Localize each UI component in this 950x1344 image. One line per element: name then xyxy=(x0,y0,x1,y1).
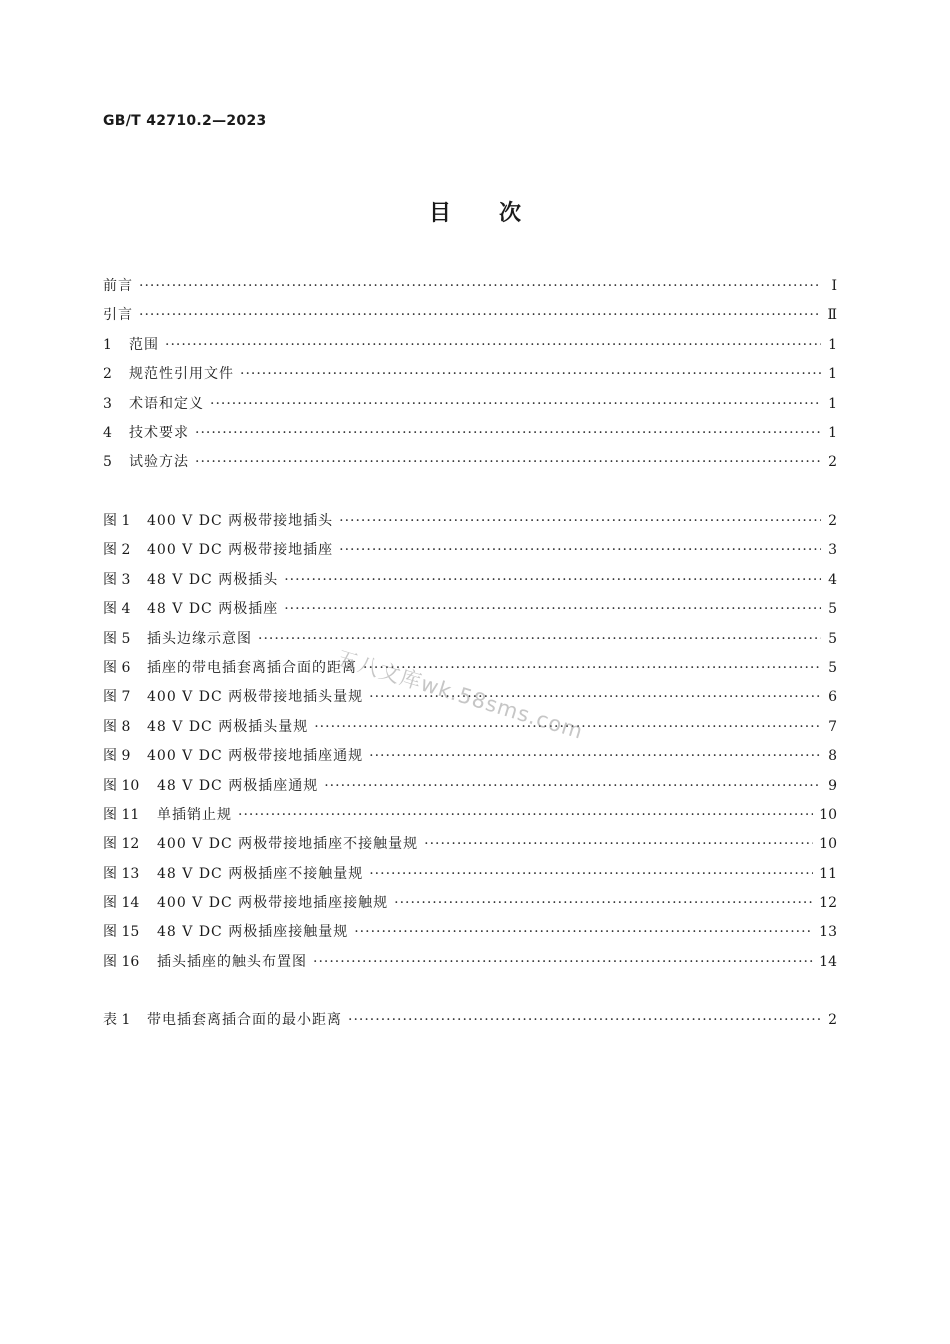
toc-leader-dots xyxy=(313,952,813,972)
toc-figures xyxy=(103,511,837,981)
toc-leader-dots xyxy=(195,452,821,472)
toc-entry-number: 图 13 xyxy=(103,865,140,882)
toc-leader-dots xyxy=(195,423,821,443)
toc-leader-dots xyxy=(339,540,821,560)
toc-entry-figure-11[interactable] xyxy=(103,805,837,834)
toc-entry-number: 2 xyxy=(103,366,112,383)
toc-entry-section-4[interactable] xyxy=(103,423,837,452)
toc-leader-dots xyxy=(394,893,813,913)
toc-entry-label: 400 V DC 两极带接地插座接触规 xyxy=(157,895,389,912)
toc-leader-dots xyxy=(284,570,821,590)
toc-entry-label: 400 V DC 两极带接地插座 xyxy=(147,542,334,559)
toc-leader-dots xyxy=(240,364,821,384)
toc-leader-dots xyxy=(139,305,821,325)
toc-entry-number: 图 16 xyxy=(103,953,140,970)
toc-entry-table-1[interactable] xyxy=(103,1010,837,1039)
toc-entry-number: 4 xyxy=(103,424,112,441)
toc-entry-number: 表 1 xyxy=(103,1012,131,1028)
toc-entry-page: 12 xyxy=(819,895,837,912)
toc-leader-dots xyxy=(369,746,821,766)
toc-entry-number: 图 15 xyxy=(103,924,140,941)
toc-entry-label: 400 V DC 两极带接地插头 xyxy=(147,513,334,529)
toc-entry-label: 术语和定义 xyxy=(129,395,204,412)
toc-entry-number: 图 4 xyxy=(103,601,131,618)
toc-entry-number: 图 14 xyxy=(103,895,140,912)
toc-entry-page: 5 xyxy=(828,630,837,647)
toc-entry-label: 48 V DC 两极插头 xyxy=(147,571,279,588)
toc-entry-label: 48 V DC 两极插座不接触量规 xyxy=(157,865,364,882)
toc-entry-section-3[interactable] xyxy=(103,394,837,423)
toc-entry-section-5[interactable] xyxy=(103,452,837,481)
toc-entry-page: 1 xyxy=(828,366,837,383)
toc-entry-label: 插座的带电插套离插合面的距离 xyxy=(147,659,357,676)
toc-entry-label: 范围 xyxy=(129,336,159,353)
toc-entry-figure-12[interactable] xyxy=(103,834,837,863)
toc-entry-foreword[interactable] xyxy=(103,276,837,305)
toc-entry-number: 1 xyxy=(103,336,112,353)
toc-leader-dots xyxy=(339,511,821,531)
toc-entry-label: 插头插座的触头布置图 xyxy=(157,953,307,970)
toc-entry-page: 5 xyxy=(828,601,837,618)
toc-entry-page: 6 xyxy=(828,689,837,706)
toc-entry-number: 图 10 xyxy=(103,777,140,794)
toc-entry-number: 图 11 xyxy=(103,806,140,823)
toc-entry-label: 48 V DC 两极插座通规 xyxy=(157,777,319,794)
toc-entry-introduction[interactable] xyxy=(103,305,837,334)
toc-entry-figure-9[interactable] xyxy=(103,746,837,775)
toc-entry-page: 2 xyxy=(828,513,837,529)
toc-sections xyxy=(103,276,837,482)
toc-entry-page: 2 xyxy=(828,1012,837,1028)
toc-entry-number: 图 2 xyxy=(103,542,131,559)
toc-leader-dots xyxy=(238,805,813,825)
toc-entry-label: 引言 xyxy=(103,307,133,324)
toc-entry-label: 48 V DC 两极插座接触量规 xyxy=(157,924,349,941)
toc-entry-number: 图 12 xyxy=(103,836,140,853)
toc-entry-label: 48 V DC 两极插头量规 xyxy=(147,718,309,735)
standard-number: GB/T 42710.2—2023 xyxy=(103,113,267,129)
toc-entry-figure-5[interactable] xyxy=(103,629,837,658)
toc-leader-dots xyxy=(369,864,813,884)
toc-leader-dots xyxy=(424,834,813,854)
toc-entry-label: 400 V DC 两极带接地插座不接触量规 xyxy=(157,836,419,853)
toc-entry-number: 图 8 xyxy=(103,718,131,735)
toc-entry-number: 图 7 xyxy=(103,689,131,706)
toc-entry-figure-16[interactable] xyxy=(103,952,837,981)
toc-leader-dots xyxy=(348,1010,821,1030)
toc-entry-figure-3[interactable] xyxy=(103,570,837,599)
toc-entry-figure-15[interactable] xyxy=(103,922,837,951)
toc-entry-number: 5 xyxy=(103,454,112,471)
toc-entry-page: 1 xyxy=(828,424,837,441)
toc-entry-label: 技术要求 xyxy=(129,424,189,441)
toc-entry-page: 5 xyxy=(828,659,837,676)
toc-entry-label: 前言 xyxy=(103,278,133,294)
toc-entry-page: 11 xyxy=(819,865,837,882)
toc-entry-section-1[interactable] xyxy=(103,335,837,364)
toc-entry-label: 带电插套离插合面的最小距离 xyxy=(147,1012,342,1028)
toc-entry-page: 10 xyxy=(819,806,837,823)
toc-leader-dots xyxy=(324,776,821,796)
toc-entry-page: 4 xyxy=(828,571,837,588)
toc-entry-figure-13[interactable] xyxy=(103,864,837,893)
toc-entry-page: Ⅱ xyxy=(827,307,837,324)
toc-entry-label: 400 V DC 两极带接地插座通规 xyxy=(147,748,364,765)
toc-entry-label: 48 V DC 两极插座 xyxy=(147,601,279,618)
toc-entry-number: 图 1 xyxy=(103,513,131,529)
toc-leader-dots xyxy=(165,335,821,355)
toc-entry-label: 插头边缘示意图 xyxy=(147,630,252,647)
toc-entry-figure-10[interactable] xyxy=(103,776,837,805)
toc-entry-page: Ⅰ xyxy=(831,278,837,294)
toc-entry-label: 试验方法 xyxy=(129,454,189,471)
toc-entry-page: 14 xyxy=(819,953,837,970)
toc-entry-label: 规范性引用文件 xyxy=(129,366,234,383)
page-title: 目次 xyxy=(428,201,569,226)
toc-entry-page: 10 xyxy=(819,836,837,853)
toc-entry-number: 图 6 xyxy=(103,659,131,676)
toc-entry-number: 3 xyxy=(103,395,112,412)
toc-entry-label: 400 V DC 两极带接地插头量规 xyxy=(147,689,364,706)
toc-entry-section-2[interactable] xyxy=(103,364,837,393)
toc-entry-figure-2[interactable] xyxy=(103,540,837,569)
toc-entry-page: 8 xyxy=(828,748,837,765)
toc-entry-figure-14[interactable] xyxy=(103,893,837,922)
watermark: 五八文库wk.58sms.com xyxy=(333,645,587,744)
toc-entry-label: 单插销止规 xyxy=(157,806,232,823)
toc-entry-page: 2 xyxy=(828,454,837,471)
toc-entry-page: 9 xyxy=(828,777,837,794)
toc-entry-page: 3 xyxy=(828,542,837,559)
toc-entry-number: 图 9 xyxy=(103,748,131,765)
toc-entry-page: 13 xyxy=(819,924,837,941)
toc-leader-dots xyxy=(210,394,821,414)
toc-entry-number: 图 5 xyxy=(103,630,131,647)
toc-leader-dots xyxy=(139,276,821,296)
toc-entry-page: 1 xyxy=(828,336,837,353)
toc-entry-number: 图 3 xyxy=(103,571,131,588)
toc-entry-page: 1 xyxy=(828,395,837,412)
toc-leader-dots xyxy=(284,599,821,619)
toc-entry-figure-4[interactable] xyxy=(103,599,837,628)
toc-entry-figure-1[interactable] xyxy=(103,511,837,540)
toc-entry-figure-8[interactable] xyxy=(103,717,837,746)
toc-tables xyxy=(103,1010,837,1039)
toc-leader-dots xyxy=(354,922,813,942)
toc-entry-page: 7 xyxy=(828,718,837,735)
